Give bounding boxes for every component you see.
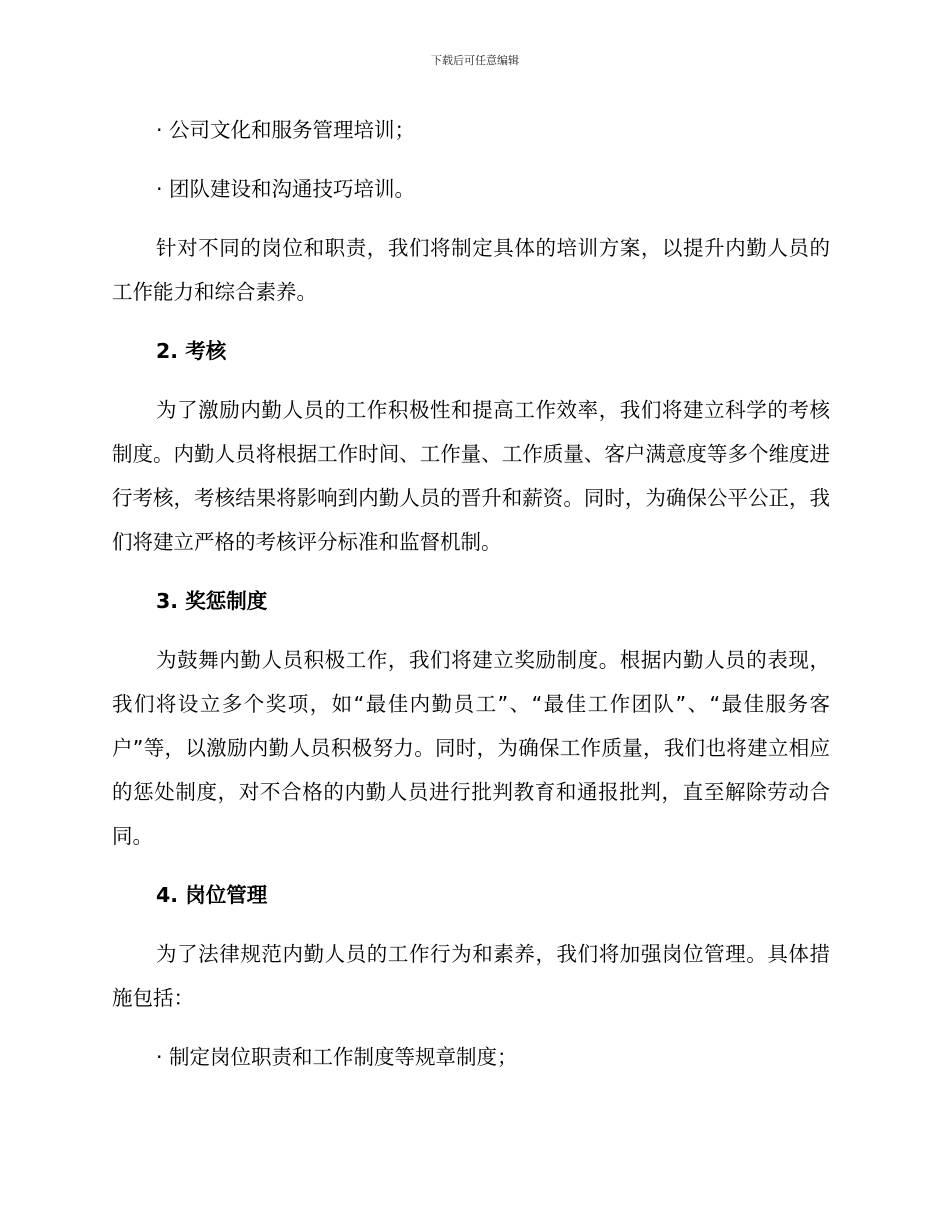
document-body [112, 108, 830, 1094]
bullet-item: · 团队建设和沟通技巧培训。 [156, 177, 416, 201]
paragraph: 为了激励内勤人员的工作积极性和提高工作效率，我们将建立科学的考核制度。内勤人员将根据工作时间、工作量、工作质量、客户满意度等多个维度进行考核，考核结果将影响到内勤人员的晋升和薪资。同时，为确保公平公正，我们将建立严格的考核评分标准和监督机制。 [112, 398, 830, 554]
section-heading: 4. 岗位管理 [156, 883, 268, 907]
paragraph: 为了法律规范内勤人员的工作行为和素养，我们将加强岗位管理。具体措施包括： [112, 942, 830, 1010]
page-header-note: 下载后可任意编辑 [431, 54, 519, 67]
section-heading: 3. 奖惩制度 [156, 589, 268, 613]
bullet-item: · 公司文化和服务管理培训； [156, 118, 416, 142]
section-heading: 2. 考核 [156, 339, 227, 363]
paragraph: 针对不同的岗位和职责，我们将制定具体的培训方案，以提升内勤人员的工作能力和综合素养。 [112, 236, 830, 304]
bullet-item: · 制定岗位职责和工作制度等规章制度； [156, 1045, 518, 1069]
paragraph: 为鼓舞内勤人员积极工作，我们将建立奖励制度。根据内勤人员的表现，我们将设立多个奖项，如“最佳内勤员工”、“最佳工作团队”、“最佳服务客户”等，以激励内勤人员积极努力。同时，为确保工作质量，我们也将建立相应的惩处制度，对不合格的内勤人员进行批判教育和通报批判，直至解除劳动合同。 [112, 648, 830, 848]
